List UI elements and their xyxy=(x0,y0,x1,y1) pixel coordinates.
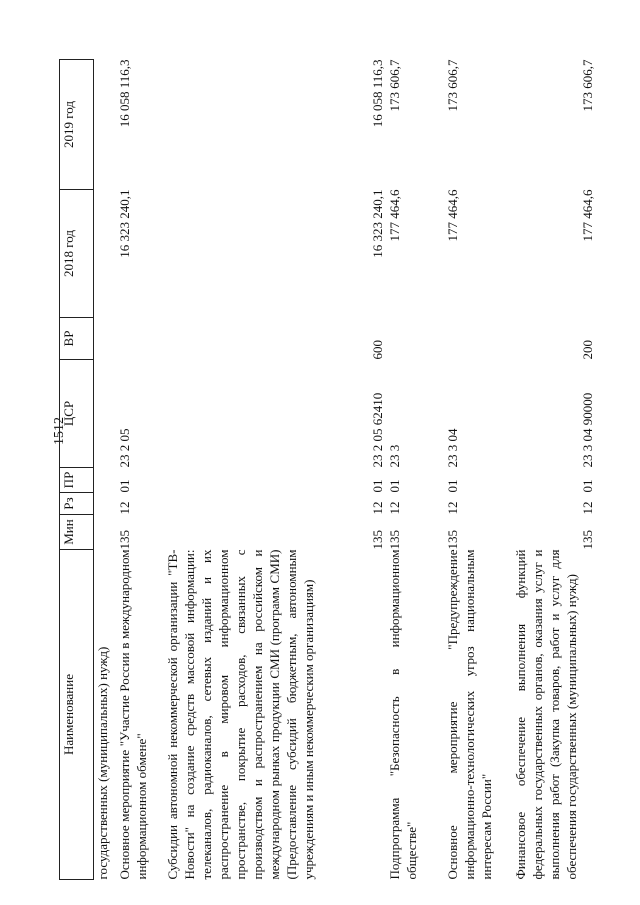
table-header-row xyxy=(60,60,94,880)
row-vr xyxy=(116,318,164,360)
continuation-text: государственных (муниципальных) нужд) xyxy=(95,646,110,880)
row-min: 135 xyxy=(444,530,460,550)
row-csr: 23 2 05 xyxy=(116,428,132,468)
row-name: Подпрограмма "Безопасность в информационном обществе" xyxy=(386,549,419,880)
table-row xyxy=(164,60,386,880)
row-2019: 16 058 116,3 xyxy=(116,59,132,128)
table-row-continuation xyxy=(94,60,116,880)
table-row xyxy=(116,60,164,880)
row-2018: 16 323 240,1 xyxy=(116,189,132,258)
row-rz: 12 xyxy=(386,501,402,515)
row-pr: 01 xyxy=(369,479,385,493)
row-csr: 23 3 04 xyxy=(444,428,460,468)
row-vr xyxy=(386,318,444,360)
row-csr: 23 2 05 62410 xyxy=(369,392,385,468)
row-2019: 16 058 116,3 xyxy=(369,59,385,128)
header-2018: 2018 год xyxy=(60,190,94,318)
row-2018: 177 464,6 xyxy=(579,189,595,242)
row-rz: 12 xyxy=(369,501,385,515)
row-min: 135 xyxy=(369,530,385,550)
budget-table xyxy=(59,59,596,880)
row-pr: 01 xyxy=(444,479,460,493)
row-pr: 01 xyxy=(579,479,595,493)
row-vr: 200 xyxy=(579,340,595,360)
row-vr: 600 xyxy=(369,340,385,360)
row-min: 135 xyxy=(386,530,402,550)
row-2018: 16 323 240,1 xyxy=(369,189,385,258)
row-2018: 177 464,6 xyxy=(444,189,460,242)
row-rz: 12 xyxy=(444,501,460,515)
header-csr: ЦСР xyxy=(60,360,94,468)
row-pr: 01 xyxy=(386,479,402,493)
header-2019: 2019 год xyxy=(60,60,94,190)
rotated-page-content xyxy=(59,59,595,880)
row-name: Субсидии автономной некоммерческой организации "ТВ-Новости" на создание средств массовой информации: телеканалов, радиоканалов, сетевых изданий и их распространение в мировом информационном пространстве, покрытие расходов, связанных с производством и распространением на российском и международном рынках продукции СМИ (программ СМИ) (Предоставление субсидий бюджетным, автономным учреждениям и иным некоммерческим организациям) xyxy=(164,549,316,880)
row-2019: 173 606,7 xyxy=(386,59,402,112)
header-pr: ПР xyxy=(60,468,94,493)
header-min: Мин xyxy=(60,515,94,550)
header-name: Наименование xyxy=(60,550,94,880)
row-min: 135 xyxy=(116,530,132,550)
table-row xyxy=(512,60,596,880)
header-vr: ВР xyxy=(60,318,94,360)
row-2019: 173 606,7 xyxy=(579,59,595,112)
row-rz: 12 xyxy=(579,501,595,515)
row-min: 135 xyxy=(579,530,595,550)
row-2019: 173 606,7 xyxy=(444,59,460,112)
table-row xyxy=(444,60,512,880)
row-2018: 177 464,6 xyxy=(386,189,402,242)
row-pr: 01 xyxy=(116,479,132,493)
row-name: Финансовое обеспечение выполнения функций федеральных государственных органов, оказания услуг и выполнения работ (Закупка товаров, работ и услуг для обеспечения государственных (муниципальных) нужд) xyxy=(512,549,579,880)
table-row xyxy=(386,60,444,880)
row-csr: 23 3 xyxy=(386,444,402,468)
row-vr xyxy=(444,318,512,360)
header-rz: Рз xyxy=(60,493,94,515)
row-rz: 12 xyxy=(116,501,132,515)
row-name: Основное мероприятие "Участие России в международном информационном обмене" xyxy=(116,549,149,880)
row-name: Основное мероприятие "Предупреждение информационно-технологических угроз национальным интересам России" xyxy=(444,549,494,880)
page-number: 1512 xyxy=(52,417,67,445)
row-csr: 23 3 04 90000 xyxy=(579,392,595,468)
